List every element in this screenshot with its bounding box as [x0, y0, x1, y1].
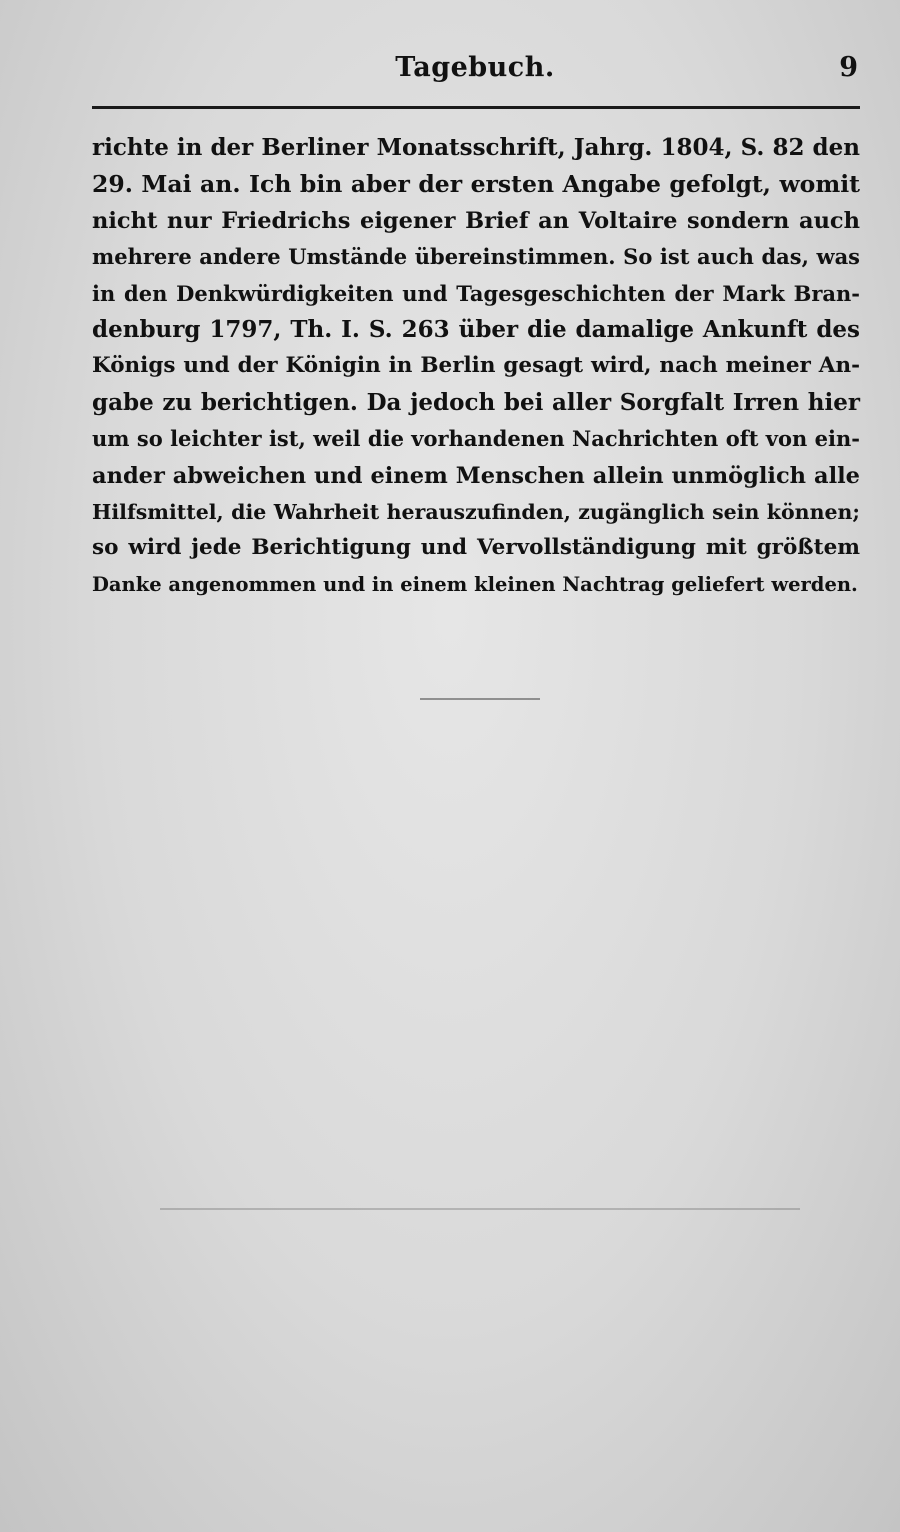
text-line: nicht nur Friedrichs eigener Brief an Voltaire sondern auch: [92, 207, 860, 234]
text-line: Königs und der Königin in Berlin gesagt wird, nach meiner An-: [92, 353, 860, 379]
bleed-through-background: [90, 640, 870, 1420]
text-line: ander abweichen und einem Menschen allein unmöglich alle: [92, 462, 860, 489]
text-line: so wird jede Berichtigung und Vervollständigung mit größtem: [92, 535, 860, 561]
text-line: um so leichter ist, weil die vorhandenen Nachrichten oft von ein-: [92, 426, 860, 452]
text-line: Hilfsmittel, die Wahrheit herauszufinden, zugänglich sein können;: [92, 499, 860, 524]
text-line: richte in der Berliner Monatsschrift, Jahrg. 1804, S. 82 den: [92, 134, 860, 161]
text-line: gabe zu berichtigen. Da jedoch bei aller Sorgfalt Irren hier: [92, 388, 860, 416]
body-text: [92, 130, 860, 603]
text-line: denburg 1797, Th. I. S. 263 über die damalige Ankunft des: [92, 315, 860, 343]
text-line: 29. Mai an. Ich bin aber der ersten Angabe gefolgt, womit: [92, 170, 860, 199]
page-number: 9: [839, 52, 858, 83]
text-line: Danke angenommen und in einem kleinen Nachtrag geliefert werden.: [92, 572, 858, 596]
running-title: Tagebuch.: [395, 52, 555, 83]
text-line: in den Denkwürdigkeiten und Tagesgeschichten der Mark Bran-: [92, 280, 860, 306]
running-header: [90, 52, 860, 102]
header-rule: [92, 106, 860, 109]
text-line: mehrere andere Umstände übereinstimmen. So ist auch das, was: [92, 244, 860, 270]
